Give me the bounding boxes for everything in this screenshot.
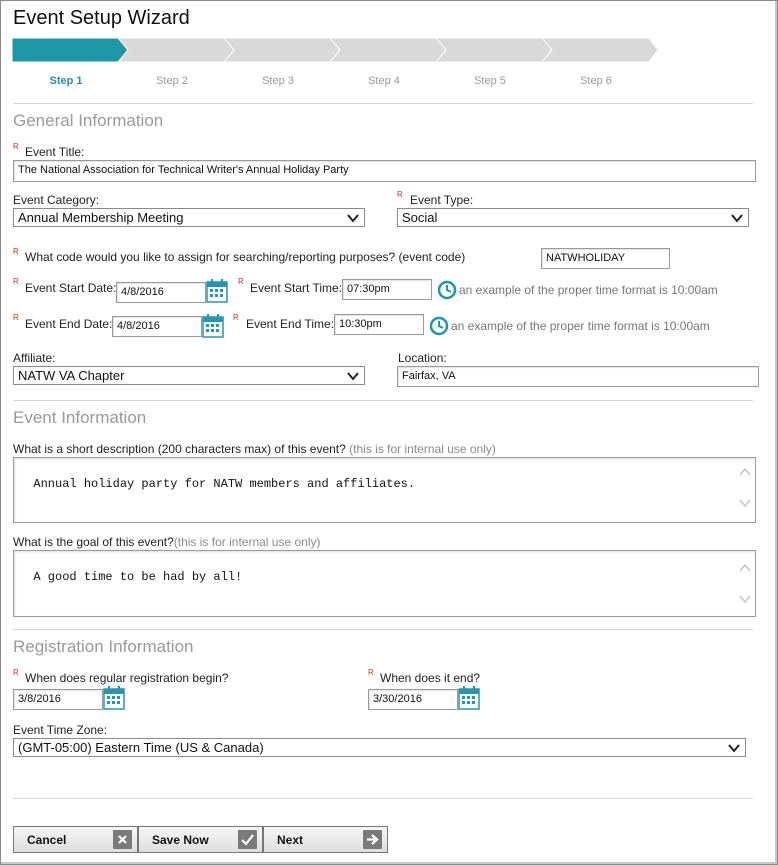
progress-bar (12, 38, 662, 63)
clock-icon[interactable] (429, 316, 449, 336)
event-code-input[interactable]: NATWHOLIDAY (541, 248, 670, 269)
page-title: Event Setup Wizard (13, 7, 190, 29)
required-marker: R (368, 668, 374, 677)
divider (13, 400, 753, 401)
registration-end-input[interactable]: 3/30/2016 (368, 689, 458, 710)
event-category-select[interactable] (13, 208, 365, 227)
affiliate-value: NATW VA Chapter (18, 368, 125, 383)
progress-step-4 (330, 38, 446, 62)
affiliate-select[interactable] (13, 366, 365, 385)
end-date-input[interactable]: 4/8/2016 (112, 316, 202, 337)
calendar-icon[interactable] (458, 686, 480, 710)
timezone-select[interactable] (13, 738, 746, 757)
close-icon (113, 830, 132, 849)
divider (13, 629, 753, 630)
divider (13, 798, 753, 799)
divider (13, 103, 753, 104)
location-input[interactable]: Fairfax, VA (397, 366, 759, 387)
end-time-label: Event End Time: (246, 317, 335, 331)
event-category-value: Annual Membership Meeting (18, 210, 184, 225)
required-marker: R (233, 313, 239, 322)
description-value: Annual holiday party for NATW members and affiliates. (33, 477, 416, 491)
required-marker: R (13, 247, 19, 256)
description-label (13, 442, 496, 456)
calendar-icon[interactable] (103, 686, 125, 710)
start-date-input[interactable]: 4/8/2016 (116, 282, 206, 303)
end-date-label: Event End Date: (25, 317, 113, 331)
goal-note: (this is for internal use only) (173, 535, 321, 549)
calendar-icon[interactable] (206, 279, 228, 303)
affiliate-label: Affiliate: (13, 351, 56, 365)
step-label-2[interactable]: Step 2 (156, 75, 188, 87)
event-code-label: What code would you like to assign for searching/reporting purposes? (event code) (25, 250, 466, 264)
time-format-hint: an example of the proper time format is 10:00am (459, 283, 718, 297)
scrollbar[interactable] (738, 562, 752, 612)
event-title-input[interactable]: The National Association for Technical Writer's Annual Holiday Party (13, 160, 756, 182)
save-now-button[interactable] (138, 826, 263, 853)
required-marker: R (13, 277, 19, 286)
start-date-label: Event Start Date: (25, 281, 117, 295)
description-textarea[interactable] (13, 457, 756, 523)
registration-end-label: When does it end? (380, 671, 481, 685)
event-category-label: Event Category: (13, 193, 100, 207)
event-type-select[interactable] (397, 208, 749, 227)
section-heading-general: General Information (13, 111, 164, 130)
location-label: Location: (398, 351, 447, 365)
timezone-label: Event Time Zone: (13, 723, 108, 737)
step-label-6[interactable]: Step 6 (580, 75, 612, 87)
registration-begin-label: When does regular registration begin? (25, 671, 229, 685)
step-label-4[interactable]: Step 4 (368, 75, 400, 87)
cancel-button-label: Cancel (27, 833, 67, 847)
clock-icon[interactable] (437, 280, 457, 300)
section-heading-event-info: Event Information (13, 408, 147, 427)
timezone-value: (GMT-05:00) Eastern Time (US & Canada) (18, 740, 264, 755)
progress-step-5 (436, 38, 552, 62)
next-button[interactable] (263, 826, 388, 853)
step-label-5[interactable]: Step 5 (474, 75, 506, 87)
save-now-button-label: Save Now (152, 833, 209, 847)
chevron-down-icon (727, 741, 741, 755)
required-marker: R (238, 277, 244, 286)
arrow-right-icon (363, 830, 382, 849)
required-marker: R (13, 668, 19, 677)
calendar-icon[interactable] (202, 314, 224, 338)
progress-step-2 (118, 38, 234, 62)
progress-step-1 (12, 38, 128, 62)
event-title-label: Event Title: (25, 145, 85, 159)
cancel-button[interactable] (13, 826, 138, 853)
description-label-text: What is a short description (200 characters max) of this event? (13, 442, 346, 456)
step-label-1[interactable]: Step 1 (49, 75, 83, 87)
required-marker: R (13, 142, 19, 151)
next-button-label: Next (277, 833, 304, 847)
description-note: (this is for internal use only) (349, 442, 496, 456)
chevron-down-icon (346, 369, 360, 383)
required-marker: R (397, 190, 403, 199)
end-time-input[interactable]: 10:30pm (334, 314, 424, 335)
goal-label (13, 535, 321, 549)
registration-begin-input[interactable]: 3/8/2016 (13, 689, 103, 710)
start-time-label: Event Start Time: (250, 281, 343, 295)
goal-label-text: What is the goal of this event? (13, 535, 174, 549)
start-time-input[interactable]: 07:30pm (342, 279, 432, 300)
scrollbar[interactable] (738, 466, 752, 516)
required-marker: R (13, 313, 19, 322)
section-heading-registration: Registration Information (13, 637, 194, 656)
chevron-down-icon (730, 211, 744, 225)
step-label-3[interactable]: Step 3 (262, 75, 294, 87)
event-type-value: Social (402, 210, 438, 225)
chevron-down-icon (346, 211, 360, 225)
goal-value: A good time to be had by all! (33, 570, 243, 584)
progress-step-3 (224, 38, 340, 62)
time-format-hint: an example of the proper time format is 10:00am (451, 319, 710, 333)
check-icon (238, 830, 257, 849)
event-type-label: Event Type: (410, 193, 474, 207)
goal-textarea[interactable] (13, 550, 756, 617)
progress-step-6 (542, 38, 658, 62)
